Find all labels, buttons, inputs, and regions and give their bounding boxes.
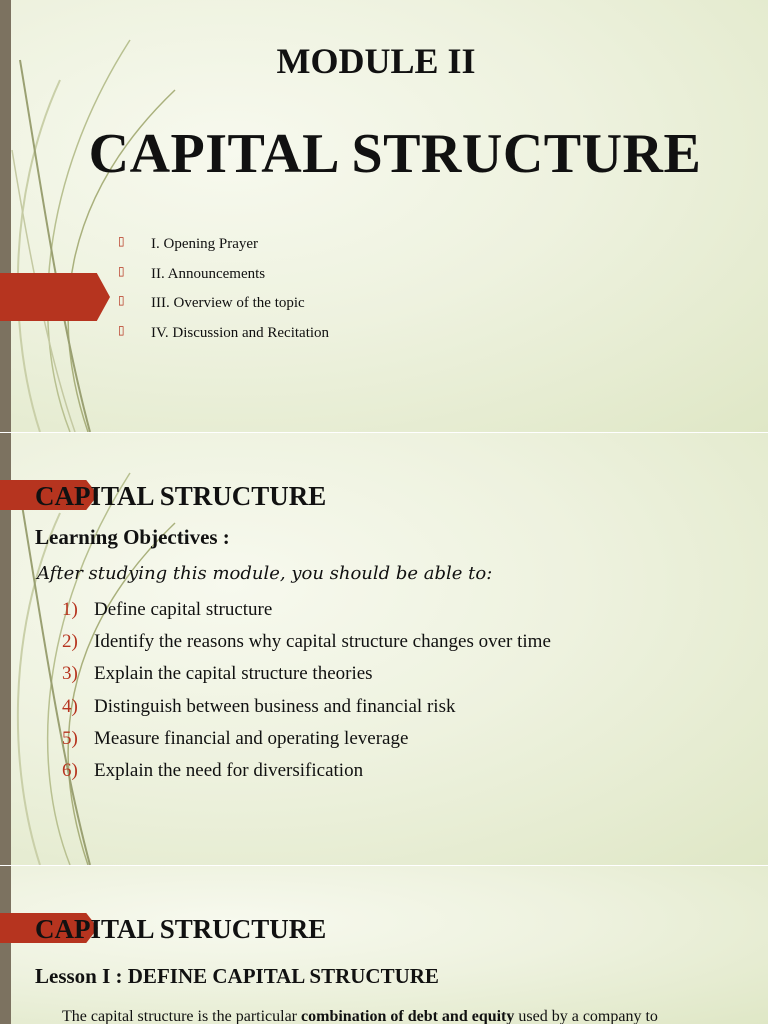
slide-2: CAPITAL STRUCTURE Learning Objectives : After studying this module, you should be able to: 1) Define capital structure 2) Identify the reasons why capital structure changes over time 3) Explain the capital structure theories 4) Distinguish between business and financial risk 5) Measure financial and operating leverage 6) Explain the need for diversification — [0, 433, 768, 865]
agenda-item: ▯ II. Announcements — [118, 263, 266, 282]
accent-tab — [0, 273, 110, 321]
square-bullet-icon: ▯ — [118, 322, 125, 337]
left-bar — [0, 866, 11, 1024]
slide-title: CAPITAL STRUCTURE — [35, 481, 327, 511]
agenda-item: ▯ IV. Discussion and Recitation — [118, 322, 330, 341]
square-bullet-icon: ▯ — [118, 263, 125, 278]
square-bullet-icon: ▯ — [118, 293, 125, 307]
learning-objectives-heading: Learning Objectives : — [35, 525, 230, 549]
module-title: MODULE II — [276, 41, 476, 81]
slide-3 — [0, 866, 768, 1024]
agenda-item: ▯ III. Overview of the topic — [118, 293, 305, 311]
agenda-item: ▯ I. Opening Prayer — [118, 234, 259, 252]
square-bullet-icon: ▯ — [118, 234, 125, 248]
slide-1 — [0, 0, 768, 432]
agenda-list — [118, 236, 329, 354]
lesson-paragraph: The capital structure is the particular combination of debt and equity used by a company to — [62, 1008, 658, 1024]
lesson-heading: Lesson I : DEFINE CAPITAL STRUCTURE — [35, 964, 439, 988]
slide-title: CAPITAL STRUCTURE — [35, 914, 327, 944]
objectives-intro: After studying this module, you should be able to: — [37, 563, 493, 584]
main-title: CAPITAL STRUCTURE — [88, 123, 702, 185]
